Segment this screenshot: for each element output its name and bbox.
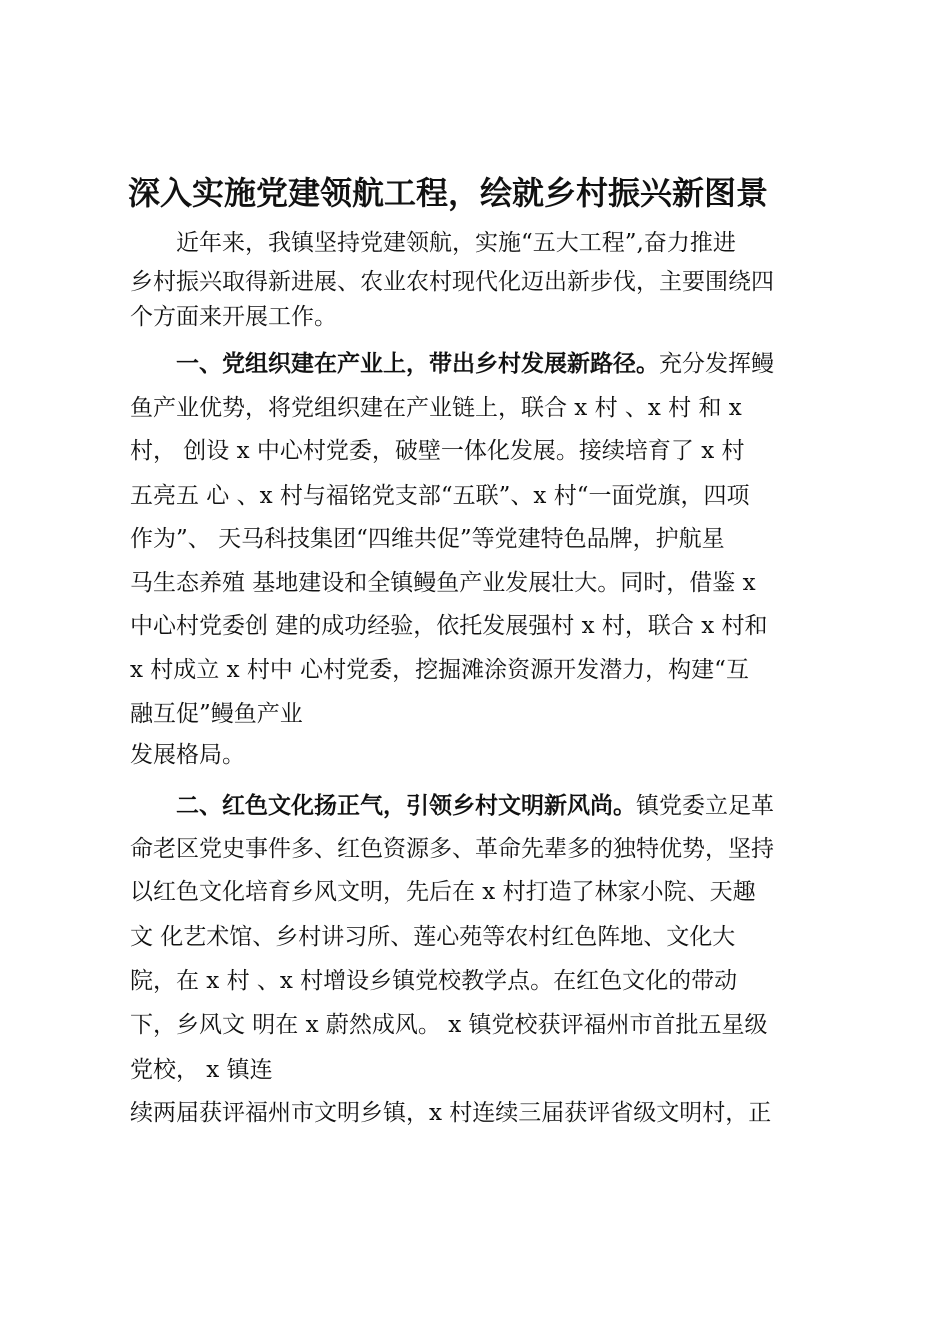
section-1-first-line	[176, 344, 774, 384]
section-1-line: 作为”、 天马科技集团“四维共促”等党建特色品牌，护航星	[130, 526, 725, 552]
section-2-line: 下，乡风文 明在 x 蔚然成风。 x 镇党校获评福州市首批五星级	[130, 1012, 768, 1038]
section-1-line: 中心村党委创 建的成功经验，依托发展强村 x 村，联合 x 村和	[130, 613, 768, 639]
intro-line: 个方面来开展工作。	[130, 304, 337, 330]
section-1-line: 发展格局。	[130, 742, 245, 768]
section-1-line: 五亮五 心 、x 村与福铭党支部“五联”、x 村“一面党旗，四项	[130, 483, 750, 509]
section-1-line: 鱼产业优势，将党组织建在产业链上，联合 x 村 、x 村 和 x	[130, 395, 742, 421]
section-1-line: 马生态养殖 基地建设和全镇鳗鱼产业发展壮大。同时，借鉴 x	[130, 570, 756, 596]
section-1-first-text: 充分发挥鳗	[659, 351, 774, 377]
intro-line: 近年来，我镇坚持党建领航，实施“五大工程”,奋力推进	[176, 230, 736, 256]
section-2-line: 党校， x 镇连	[130, 1057, 273, 1083]
section-1-line: 村， 创设 x 中心村党委，破壁一体化发展。接续培育了 x 村	[130, 438, 745, 464]
section-2-line: 院，在 x 村 、x 村增设乡镇党校教学点。在红色文化的带动	[130, 968, 738, 994]
section-2-line: 续两届获评福州市文明乡镇，x 村连续三届获评省级文明村，正	[130, 1100, 772, 1126]
section-2-first-line	[176, 786, 774, 826]
section-2-heading: 二、红色文化扬正气，引领乡村文明新风尚。	[176, 793, 636, 819]
section-1-line: x 村成立 x 村中 心村党委，挖掘滩涂资源开发潜力，构建“互	[130, 657, 749, 683]
section-2-line: 以红色文化培育乡风文明，先后在 x 村打造了林家小院、天趣	[130, 879, 756, 905]
section-2-line: 命老区党史事件多、红色资源多、革命先辈多的独特优势，坚持	[130, 836, 774, 862]
intro-line: 乡村振兴取得新进展、农业农村现代化迈出新步伐，主要围绕四	[130, 269, 774, 295]
section-2-line: 文 化艺术馆、乡村讲习所、莲心苑等农村红色阵地、文化大	[130, 924, 736, 950]
section-2-first-text: 镇党委立足革	[636, 793, 774, 819]
document-title: 深入实施党建领航工程，绘就乡村振兴新图景	[128, 174, 769, 212]
section-1-line: 融互促”鳗鱼产业	[130, 701, 303, 727]
section-1-heading: 一、党组织建在产业上，带出乡村发展新路径。	[176, 351, 659, 377]
